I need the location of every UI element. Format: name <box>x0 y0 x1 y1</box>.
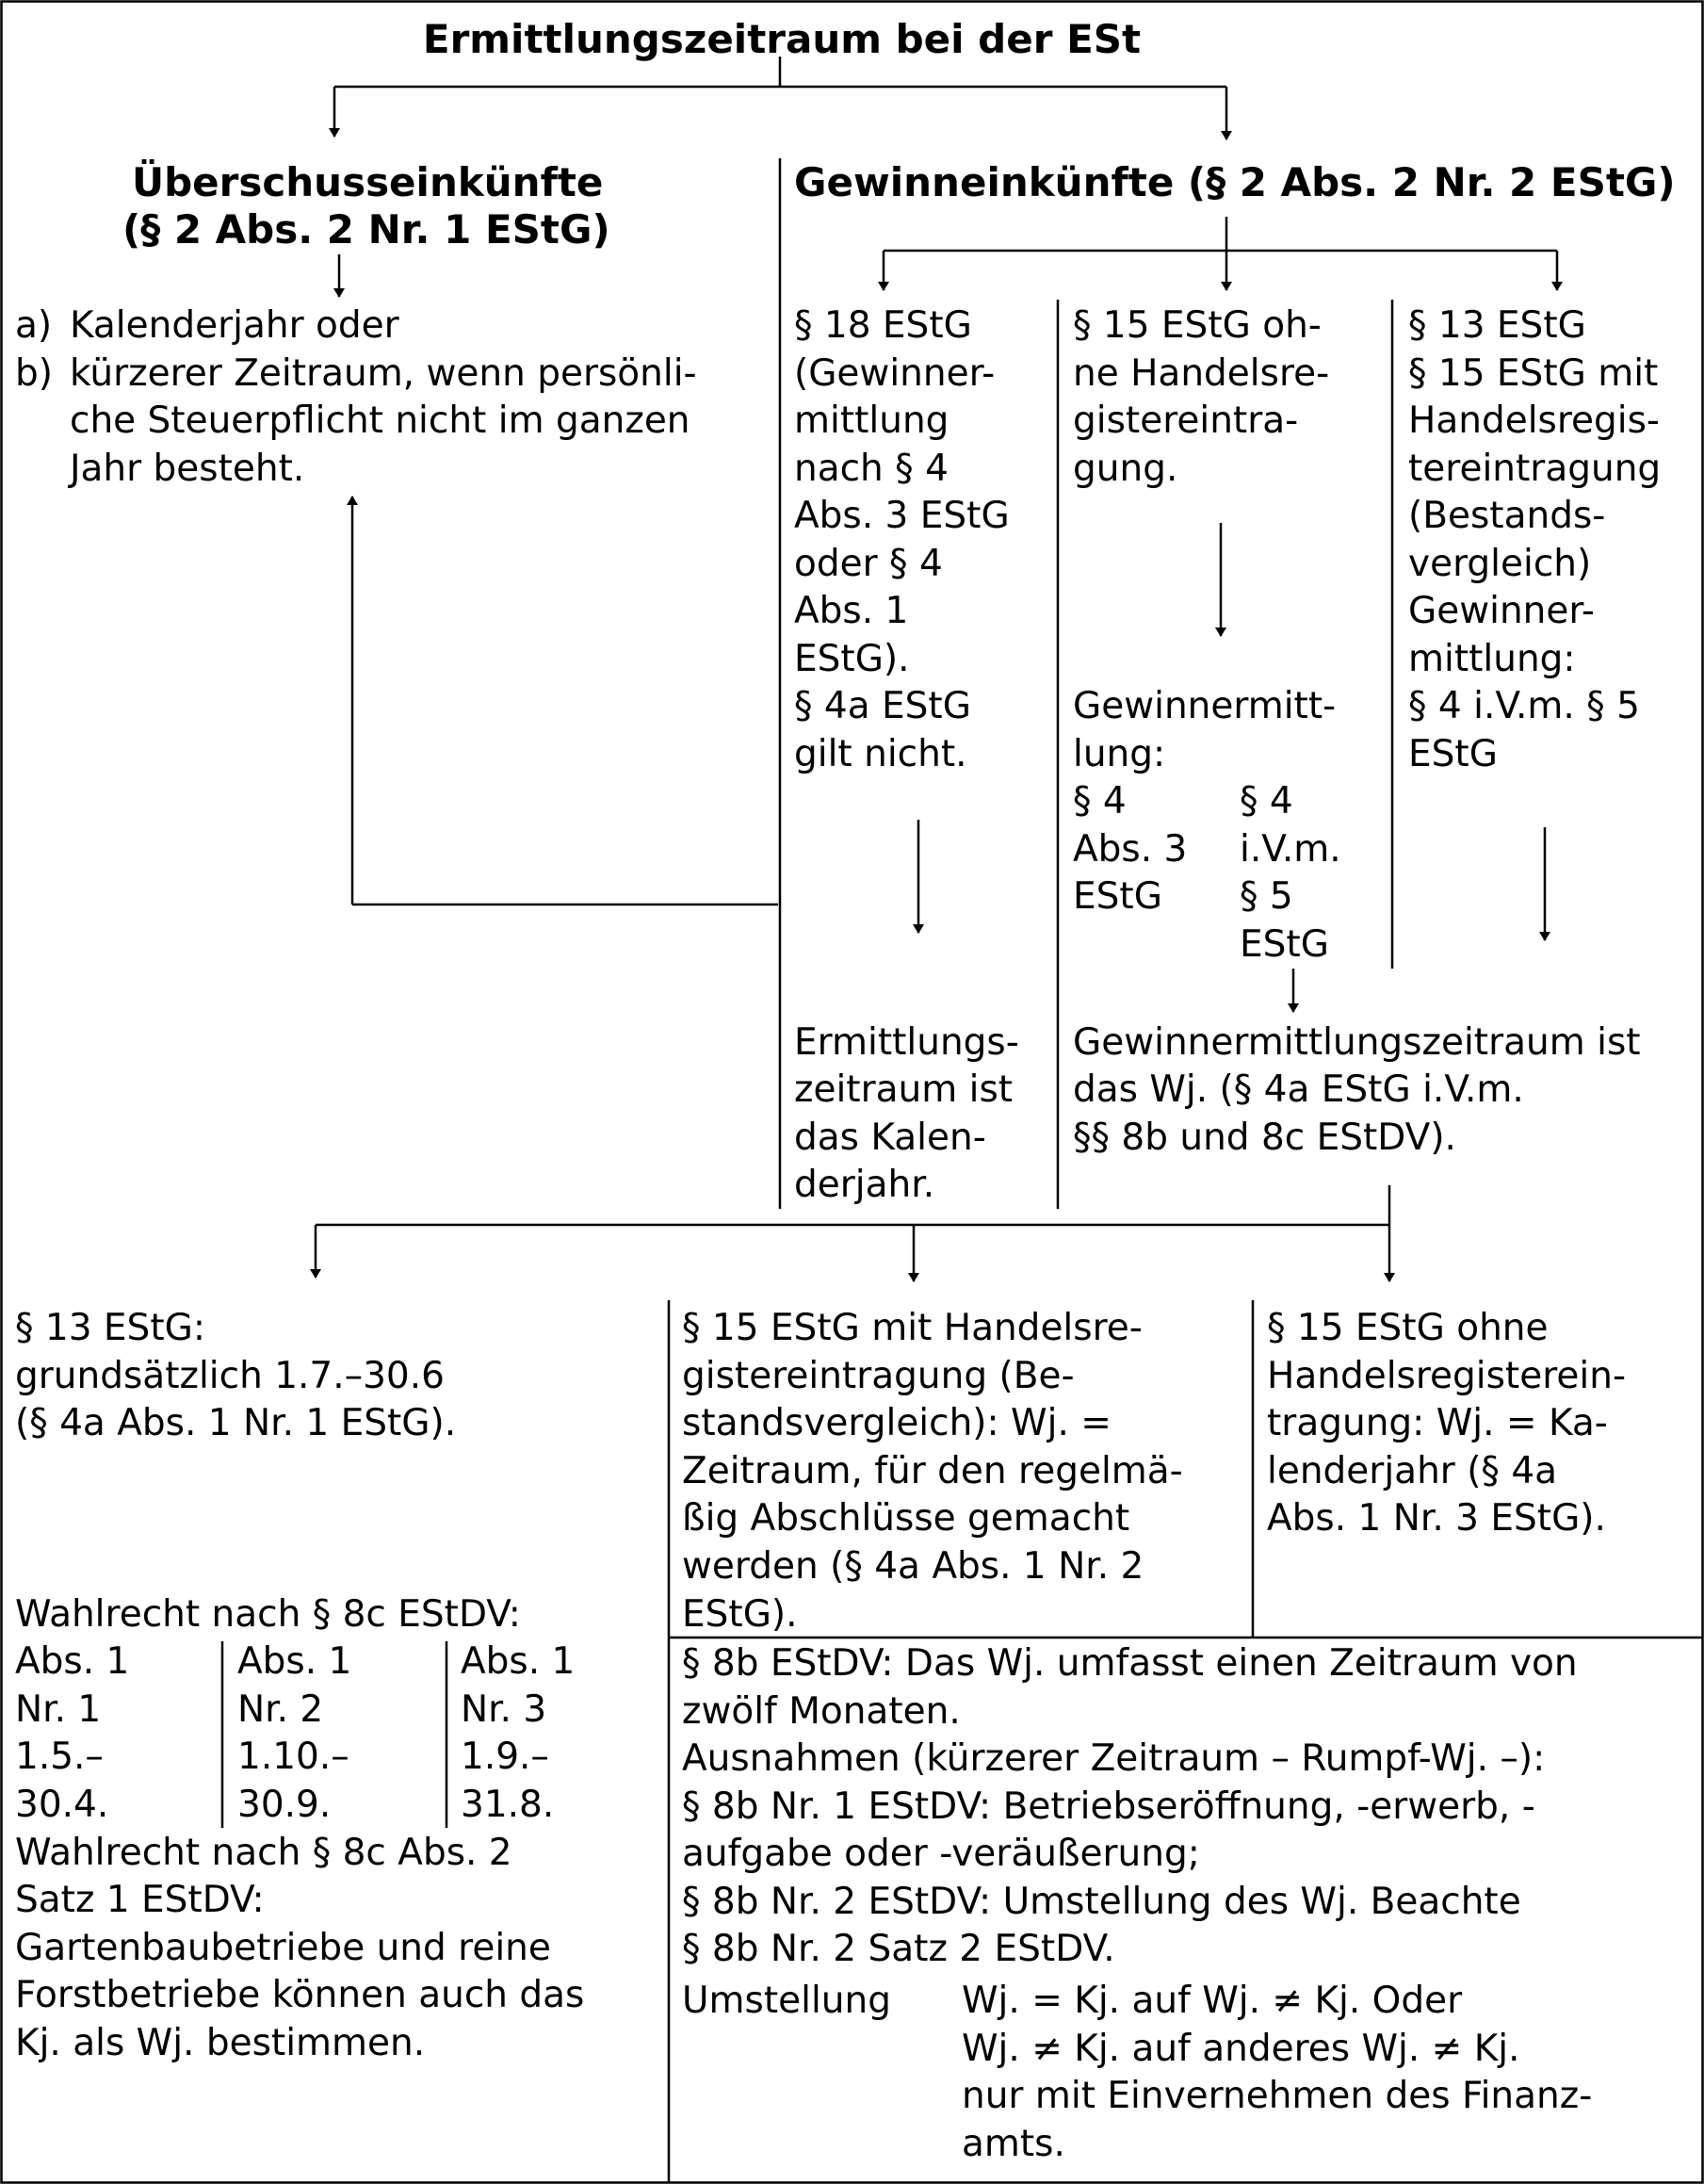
col13-line-6: vergleich) <box>1408 543 1592 585</box>
col18-line-3: mittlung <box>794 399 949 442</box>
wahlrecht-col3-line-2: Nr. 3 <box>461 1688 547 1731</box>
wahlrecht-col1-line-4: 30.4. <box>15 1784 109 1826</box>
item-b-marker: b) <box>15 352 53 395</box>
gewinn-heading: Gewinneinkünfte (§ 2 Abs. 2 Nr. 2 EStG) <box>794 159 1676 205</box>
box8b-line-1: § 8b EStDV: Das Wj. umfasst einen Zeitraum von <box>682 1642 1578 1685</box>
col15-method-b-1: § 4 <box>1240 780 1293 823</box>
item-a-marker: a) <box>15 304 53 347</box>
box13-line-1: § 13 EStG: <box>15 1307 205 1349</box>
col13-line-10: EStG <box>1408 733 1498 775</box>
box15ohne-line-2: Handelsregisterein- <box>1267 1355 1627 1397</box>
col18-result-line-4: derjahr. <box>794 1164 935 1206</box>
box8b-line-4: § 8b Nr. 1 EStDV: Betriebseröffnung, -erwerb, - <box>682 1785 1535 1828</box>
col13-line-1: § 13 EStG <box>1408 304 1586 347</box>
diagram-title: Ermittlungszeitraum bei der ESt <box>422 16 1142 62</box>
col13-line-5: (Bestands- <box>1408 495 1606 537</box>
col15-line-2: ne Handelsre- <box>1073 352 1330 395</box>
item-a-text: Kalenderjahr oder <box>70 304 399 347</box>
col18-line-2: (Gewinner- <box>794 352 996 395</box>
item-b-line-1: kürzerer Zeitraum, wenn persönli- <box>70 352 697 395</box>
col18-line-9: § 4a EStG <box>794 685 971 727</box>
wahlrecht-col2-line-4: 30.9. <box>237 1784 332 1826</box>
col18-line-1: § 18 EStG <box>794 304 972 347</box>
box13-line-3: (§ 4a Abs. 1 Nr. 1 EStG). <box>15 1402 457 1444</box>
box8b-line-3: Ausnahmen (kürzerer Zeitraum – Rumpf-Wj. –): <box>682 1737 1546 1780</box>
wj-result-line-1: Gewinnermittlungszeitraum ist <box>1073 1021 1641 1064</box>
wahlrecht-abs2-line-4: Forstbetriebe können auch das <box>15 1974 585 2016</box>
umstellung-line-1: Wj. = Kj. auf Wj. ≠ Kj. Oder <box>962 1980 1463 2022</box>
col18-line-8: EStG). <box>794 638 910 680</box>
wahlrecht-col1-line-1: Abs. 1 <box>15 1640 130 1683</box>
col13-line-3: Handelsregis- <box>1408 399 1661 442</box>
wj-result-line-3: §§ 8b und 8c EStDV). <box>1073 1116 1456 1159</box>
box15mit-line-4: Zeitraum, für den regelmä- <box>682 1450 1183 1492</box>
wahlrecht-col1-line-2: Nr. 1 <box>15 1688 102 1731</box>
wahlrecht-col2-line-3: 1.10.– <box>237 1736 349 1778</box>
item-b-line-2: che Steuerpflicht nicht im ganzen <box>70 399 690 442</box>
col15-method-b-4: EStG <box>1240 923 1329 966</box>
col18-line-4: nach § 4 <box>794 448 949 490</box>
col15-method-a-2: Abs. 3 <box>1073 828 1188 871</box>
col18-result-line-2: zeitraum ist <box>794 1068 1014 1111</box>
wahlrecht-col1-line-3: 1.5.– <box>15 1736 104 1778</box>
wahlrecht-abs2-line-5: Kj. als Wj. bestimmen. <box>15 2022 426 2064</box>
col15-method-b-3: § 5 <box>1240 875 1293 918</box>
box15ohne-line-4: lenderjahr (§ 4a <box>1267 1450 1558 1492</box>
box15mit-line-2: gistereintragung (Be- <box>682 1355 1075 1397</box>
col15-line-3: gistereintra- <box>1073 399 1299 442</box>
box15mit-line-6: werden (§ 4a Abs. 1 Nr. 2 <box>682 1545 1144 1588</box>
wahlrecht-col2-line-2: Nr. 2 <box>237 1688 324 1731</box>
col15-method-a-1: § 4 <box>1073 780 1127 823</box>
box15mit-line-5: ßig Abschlüsse gemacht <box>682 1497 1130 1540</box>
wahlrecht-col3-line-4: 31.8. <box>461 1784 555 1826</box>
box15mit-line-7: EStG). <box>682 1593 798 1636</box>
box8b-line-7: § 8b Nr. 2 Satz 2 EStDV. <box>682 1928 1115 1970</box>
col15-method-a-3: EStG <box>1073 875 1162 918</box>
item-b-line-3: Jahr besteht. <box>70 448 305 490</box>
wahlrecht-abs2-line-3: Gartenbaubetriebe und reine <box>15 1927 551 1969</box>
col15-method-label-1: Gewinnermitt- <box>1073 685 1337 727</box>
ueberschuss-heading-line-2: (§ 2 Abs. 2 Nr. 1 EStG) <box>122 206 610 253</box>
col18-line-6: oder § 4 <box>794 543 943 585</box>
umstellung-label: Umstellung <box>682 1980 892 2022</box>
col13-line-2: § 15 EStG mit <box>1408 352 1659 395</box>
box15ohne-line-1: § 15 EStG ohne <box>1267 1307 1549 1349</box>
ueberschuss-heading-line-1: Überschusseinkünfte <box>132 159 604 205</box>
box8b-line-6: § 8b Nr. 2 EStDV: Umstellung des Wj. Beachte <box>682 1881 1521 1923</box>
wahlrecht-col2-line-1: Abs. 1 <box>237 1640 352 1683</box>
wahlrecht-col3-line-1: Abs. 1 <box>461 1640 576 1683</box>
wahlrecht-col3-line-3: 1.9.– <box>461 1736 549 1778</box>
box13-line-2: grundsätzlich 1.7.–30.6 <box>15 1355 445 1397</box>
box15ohne-line-3: tragung: Wj. = Ka- <box>1267 1402 1608 1444</box>
col13-line-7: Gewinner- <box>1408 590 1595 632</box>
col18-line-7: Abs. 1 <box>794 590 909 632</box>
col18-line-10: gilt nicht. <box>794 733 967 775</box>
col18-result-line-1: Ermittlungs- <box>794 1021 1019 1064</box>
col15-line-1: § 15 EStG oh- <box>1073 304 1322 347</box>
box8b-line-2: zwölf Monaten. <box>682 1690 961 1733</box>
umstellung-line-4: amts. <box>962 2123 1065 2165</box>
col13-line-9: § 4 i.V.m. § 5 <box>1408 685 1640 727</box>
box8b-line-5: aufgabe oder -veräußerung; <box>682 1833 1200 1875</box>
col18-result-line-3: das Kalen- <box>794 1116 986 1159</box>
box15mit-line-3: standsvergleich): Wj. = <box>682 1402 1112 1444</box>
col15-method-b-2: i.V.m. <box>1240 828 1341 871</box>
col18-line-5: Abs. 3 EStG <box>794 495 1010 537</box>
col15-line-4: gung. <box>1073 448 1178 490</box>
wj-result-line-2: das Wj. (§ 4a EStG i.V.m. <box>1073 1068 1524 1111</box>
umstellung-line-3: nur mit Einvernehmen des Finanz- <box>962 2075 1593 2117</box>
wahlrecht-8c-title: Wahlrecht nach § 8c EStDV: <box>15 1593 521 1636</box>
umstellung-line-2: Wj. ≠ Kj. auf anderes Wj. ≠ Kj. <box>962 2028 1520 2070</box>
col13-line-4: tereintragung <box>1408 448 1662 490</box>
col15-method-label-2: lung: <box>1073 733 1166 775</box>
box15mit-line-1: § 15 EStG mit Handelsre- <box>682 1307 1143 1349</box>
wahlrecht-abs2-line-1: Wahlrecht nach § 8c Abs. 2 <box>15 1832 512 1874</box>
box15ohne-line-5: Abs. 1 Nr. 3 EStG). <box>1267 1497 1606 1540</box>
wahlrecht-abs2-line-2: Satz 1 EStDV: <box>15 1879 265 1921</box>
col13-line-8: mittlung: <box>1408 638 1576 680</box>
